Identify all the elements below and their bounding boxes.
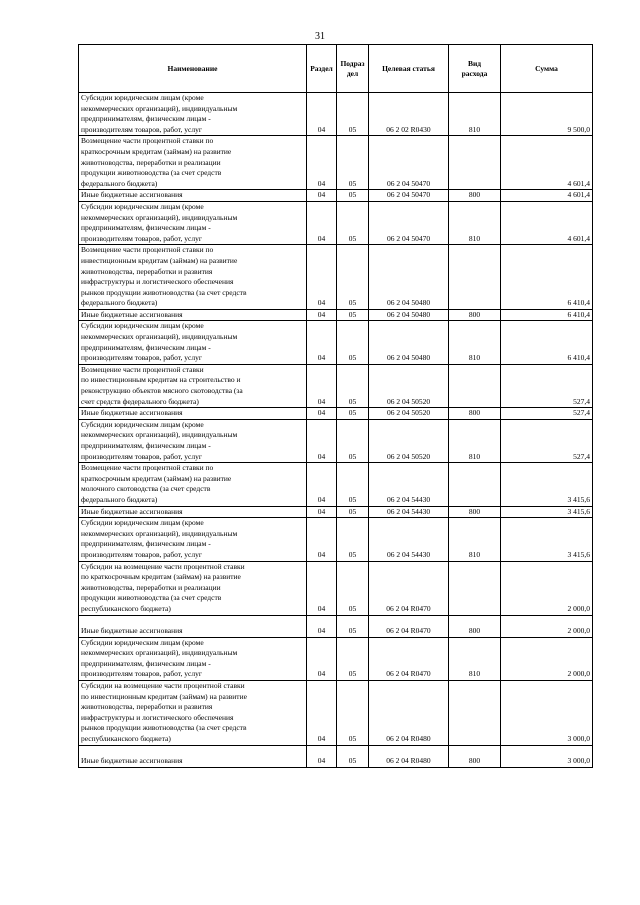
cell-section: 04 [307, 136, 337, 190]
cell-target: 06 2 04 50480 [369, 321, 449, 364]
header-subsection: Подраз дел [337, 45, 369, 93]
cell-sum: 9 500,0 [501, 93, 593, 136]
cell-subsection: 05 [337, 506, 369, 518]
cell-name: Иные бюджетные ассигнования [79, 190, 307, 202]
cell-kind: 800 [449, 190, 501, 202]
table-row [79, 506, 593, 518]
cell-sum: 527,4 [501, 408, 593, 420]
cell-section: 04 [307, 463, 337, 506]
cell-kind [449, 463, 501, 506]
cell-section: 04 [307, 561, 337, 615]
cell-subsection: 05 [337, 364, 369, 407]
cell-section: 04 [307, 506, 337, 518]
table-row [79, 136, 593, 190]
table-row [79, 190, 593, 202]
cell-kind: 810 [449, 637, 501, 680]
cell-name: Субсидии юридическим лицам (кроме некоммерческих организаций), индивидуальным предпринимателям, физическим лицам - производителям товаров, работ, услуг [79, 321, 307, 364]
cell-name: Субсидии юридическим лицам (кроме некоммерческих организаций), индивидуальным предпринимателям, физическим лицам - производителям товаров, работ, услуг [79, 518, 307, 561]
cell-name: Субсидии на возмещение части процентной ставки по краткосрочным кредитам (займам) на развитие животноводства, переработки и реализации продукции животноводства (за счет средств республиканского бюджета) [79, 561, 307, 615]
cell-kind [449, 681, 501, 746]
cell-section: 04 [307, 201, 337, 244]
cell-kind: 800 [449, 408, 501, 420]
cell-name: Возмещение части процентной ставки по инвестиционным кредитам на строительство и реконструкцию объектов мясного скотоводства (за счет средств федерального бюджета) [79, 364, 307, 407]
cell-kind: 810 [449, 419, 501, 462]
cell-target: 06 2 04 50470 [369, 136, 449, 190]
cell-target: 06 2 04 54430 [369, 463, 449, 506]
cell-section: 04 [307, 681, 337, 746]
cell-section: 04 [307, 245, 337, 310]
header-row [79, 45, 593, 93]
cell-subsection: 05 [337, 136, 369, 190]
cell-subsection: 05 [337, 408, 369, 420]
cell-subsection: 05 [337, 681, 369, 746]
budget-table [78, 44, 593, 768]
cell-target: 06 2 04 54430 [369, 506, 449, 518]
cell-target: 06 2 04 R0470 [369, 637, 449, 680]
cell-subsection: 05 [337, 321, 369, 364]
header-name: Наименование [79, 45, 307, 93]
table-row [79, 245, 593, 310]
cell-section: 04 [307, 419, 337, 462]
cell-target: 06 2 04 50480 [369, 309, 449, 321]
cell-subsection: 05 [337, 245, 369, 310]
cell-target: 06 2 04 R0480 [369, 745, 449, 767]
cell-kind [449, 364, 501, 407]
cell-kind: 800 [449, 506, 501, 518]
cell-target: 06 2 02 R0430 [369, 93, 449, 136]
cell-section: 04 [307, 615, 337, 637]
table-row [79, 201, 593, 244]
cell-section: 04 [307, 518, 337, 561]
cell-name: Субсидии юридическим лицам (кроме некоммерческих организаций), индивидуальным предпринимателям, физическим лицам - производителям товаров, работ, услуг [79, 419, 307, 462]
cell-sum: 6 410,4 [501, 245, 593, 310]
cell-sum: 6 410,4 [501, 309, 593, 321]
header-target: Целевая статья [369, 45, 449, 93]
cell-sum: 3 415,6 [501, 518, 593, 561]
cell-target: 06 2 04 50470 [369, 201, 449, 244]
table-row [79, 637, 593, 680]
table-row [79, 745, 593, 767]
cell-subsection: 05 [337, 745, 369, 767]
cell-sum: 527,4 [501, 419, 593, 462]
cell-name: Субсидии на возмещение части процентной ставки по инвестиционным кредитам (займам) на развитие животноводства, переработки и развития инфраструктуры и логистического обеспечения рынков продукции животноводства (за счет средств республиканского бюджета) [79, 681, 307, 746]
cell-kind: 800 [449, 745, 501, 767]
cell-kind: 810 [449, 518, 501, 561]
cell-section: 04 [307, 745, 337, 767]
cell-kind: 810 [449, 93, 501, 136]
cell-name: Возмещение части процентной ставки по инвестиционным кредитам (займам) на развитие животноводства, переработки и развития инфраструктуры и логистического обеспечения рынков продукции животноводства (за счет средств федерального бюджета) [79, 245, 307, 310]
table-row [79, 93, 593, 136]
cell-sum: 6 410,4 [501, 321, 593, 364]
cell-sum: 3 000,0 [501, 745, 593, 767]
cell-name: Субсидии юридическим лицам (кроме некоммерческих организаций), индивидуальным предпринимателям, физическим лицам - производителям товаров, работ, услуг [79, 637, 307, 680]
cell-target: 06 2 04 R0480 [369, 681, 449, 746]
table-body [79, 93, 593, 768]
cell-target: 06 2 04 R0470 [369, 615, 449, 637]
table-row [79, 681, 593, 746]
cell-sum: 3 415,6 [501, 463, 593, 506]
cell-sum: 3 000,0 [501, 681, 593, 746]
table-row [79, 309, 593, 321]
cell-subsection: 05 [337, 561, 369, 615]
cell-sum: 2 000,0 [501, 561, 593, 615]
header-kind: Вид расхода [449, 45, 501, 93]
cell-kind [449, 561, 501, 615]
cell-kind [449, 136, 501, 190]
cell-target: 06 2 04 50520 [369, 419, 449, 462]
cell-section: 04 [307, 408, 337, 420]
cell-subsection: 05 [337, 190, 369, 202]
table-row [79, 419, 593, 462]
cell-name: Иные бюджетные ассигнования [79, 745, 307, 767]
table-row [79, 518, 593, 561]
cell-name: Субсидии юридическим лицам (кроме некоммерческих организаций), индивидуальным предпринимателям, физическим лицам - производителям товаров, работ, услуг [79, 93, 307, 136]
cell-target: 06 2 04 50470 [369, 190, 449, 202]
cell-name: Иные бюджетные ассигнования [79, 408, 307, 420]
cell-subsection: 05 [337, 463, 369, 506]
table-row [79, 408, 593, 420]
cell-kind: 800 [449, 309, 501, 321]
header-sum: Сумма [501, 45, 593, 93]
cell-name: Иные бюджетные ассигнования [79, 615, 307, 637]
cell-subsection: 05 [337, 518, 369, 561]
cell-subsection: 05 [337, 93, 369, 136]
cell-kind: 810 [449, 321, 501, 364]
cell-kind: 810 [449, 201, 501, 244]
cell-sum: 2 000,0 [501, 615, 593, 637]
cell-section: 04 [307, 321, 337, 364]
cell-subsection: 05 [337, 201, 369, 244]
cell-target: 06 2 04 50520 [369, 364, 449, 407]
cell-subsection: 05 [337, 419, 369, 462]
header-section: Раздел [307, 45, 337, 93]
cell-target: 06 2 04 R0470 [369, 561, 449, 615]
cell-sum: 4 601,4 [501, 190, 593, 202]
cell-sum: 2 000,0 [501, 637, 593, 680]
cell-name: Иные бюджетные ассигнования [79, 506, 307, 518]
cell-target: 06 2 04 54430 [369, 518, 449, 561]
cell-section: 04 [307, 637, 337, 680]
cell-section: 04 [307, 364, 337, 407]
cell-kind: 800 [449, 615, 501, 637]
cell-section: 04 [307, 309, 337, 321]
table-row [79, 321, 593, 364]
cell-sum: 4 601,4 [501, 136, 593, 190]
cell-subsection: 05 [337, 309, 369, 321]
table-row [79, 615, 593, 637]
cell-name: Возмещение части процентной ставки по краткосрочным кредитам (займам) на развитие животноводства, переработки и реализации продукции животноводства (за счет средств федерального бюджета) [79, 136, 307, 190]
cell-kind [449, 245, 501, 310]
cell-name: Возмещение части процентной ставки по краткосрочным кредитам (займам) на развитие молочного скотоводства (за счет средств федерального бюджета) [79, 463, 307, 506]
cell-target: 06 2 04 50520 [369, 408, 449, 420]
page-number: 31 [315, 31, 325, 42]
cell-name: Иные бюджетные ассигнования [79, 309, 307, 321]
table-row [79, 561, 593, 615]
table-row [79, 463, 593, 506]
cell-section: 04 [307, 93, 337, 136]
cell-subsection: 05 [337, 615, 369, 637]
cell-target: 06 2 04 50480 [369, 245, 449, 310]
cell-sum: 527,4 [501, 364, 593, 407]
cell-name: Субсидии юридическим лицам (кроме некоммерческих организаций), индивидуальным предпринимателям, физическим лицам - производителям товаров, работ, услуг [79, 201, 307, 244]
cell-sum: 4 601,4 [501, 201, 593, 244]
table-row [79, 364, 593, 407]
cell-subsection: 05 [337, 637, 369, 680]
cell-sum: 3 415,6 [501, 506, 593, 518]
cell-section: 04 [307, 190, 337, 202]
